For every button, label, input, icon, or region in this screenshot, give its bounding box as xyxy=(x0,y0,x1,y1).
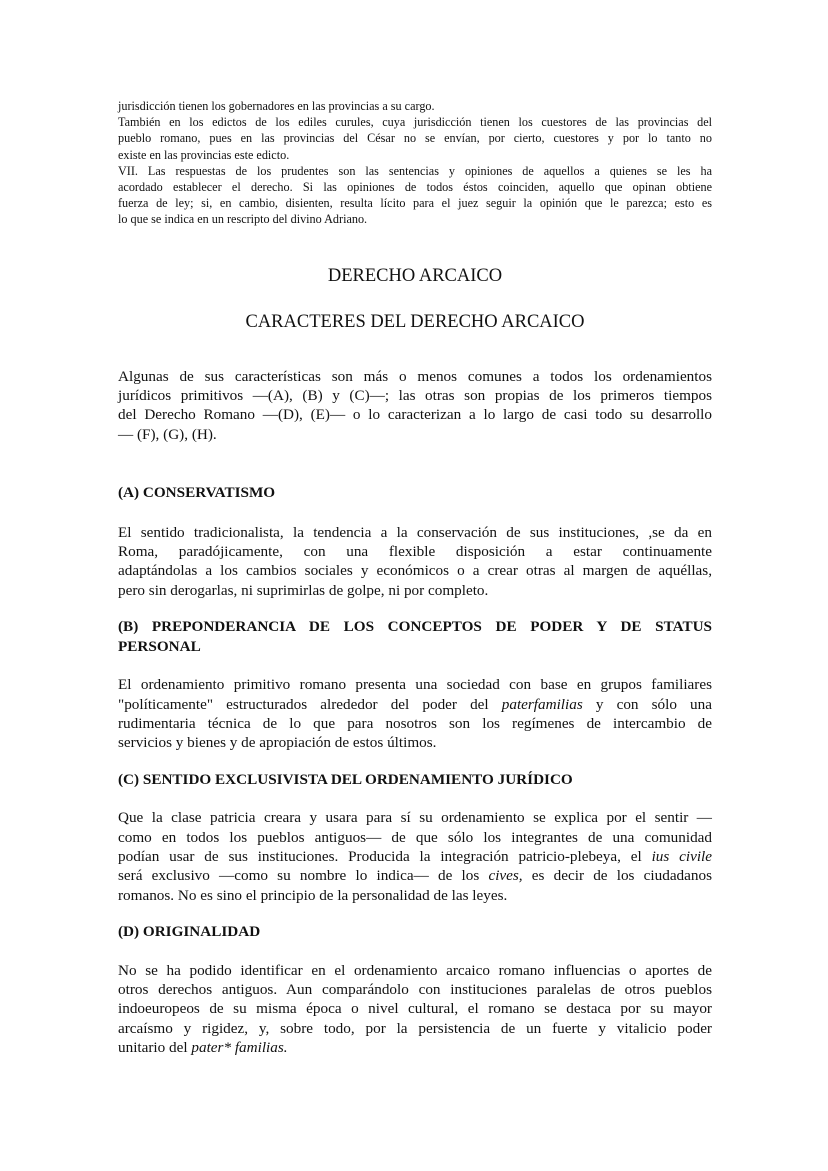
section-heading-a: (A) CONSERVATISMO xyxy=(118,484,276,502)
text-line xyxy=(118,847,712,866)
document-page xyxy=(118,98,712,1058)
text-line: pero sin derogarlas, ni suprimirlas de golpe, ni por completo. xyxy=(118,581,489,599)
text-line: VII. Las respuestas de los prudentes son las sentencias y opiniones de aquellos a quienes se les ha xyxy=(118,163,712,178)
text-line: del Derecho Romano —(D), (E)— o lo caracterizan a lo largo de casi todo su desarrollo xyxy=(118,406,712,424)
text-line: Que la clase patricia creara y usara para sí su ordenamiento se explica por el sentir — xyxy=(118,809,712,827)
section-c-paragraph xyxy=(118,808,712,905)
italic-term: pater* familias. xyxy=(191,1039,288,1057)
main-title: DERECHO ARCAICO xyxy=(327,265,503,286)
text-line: jurídicos primitivos —(A), (B) y (C)—; las otras son propias de los primeros tiempos xyxy=(118,387,712,405)
text-line: como en todos los pueblos antiguos— de que sólo los integrantes de una comunidad xyxy=(118,828,712,846)
italic-term: paterfamilias xyxy=(501,695,583,713)
section-heading-d: (D) ORIGINALIDAD xyxy=(118,923,261,941)
text-segment: podían usar de sus instituciones. Producida la integración patricio-plebeya, el xyxy=(118,847,652,865)
subtitle: CARACTERES DEL DERECHO ARCAICO xyxy=(245,311,585,332)
heading-line: (B) PREPONDERANCIA DE LOS CONCEPTOS DE PODER Y DE STATUS xyxy=(118,618,712,636)
text-line: pueblo romano, pues en las provincias del César no se envían, por cierto, cuestores y por lo tanto no xyxy=(118,131,712,146)
section-d-paragraph xyxy=(118,961,712,1058)
text-line xyxy=(118,1038,712,1057)
text-segment: unitario del xyxy=(118,1039,192,1057)
text-line: arcaísmo y rigidez, y, sobre todo, por la persistencia de un fuerte y vitalicio poder xyxy=(118,1019,712,1037)
text-line: No se ha podido identificar en el ordenamiento arcaico romano influencias o aportes de xyxy=(118,961,712,979)
text-line xyxy=(118,695,712,714)
text-line: También en los edictos de los ediles curules, cuya jurisdicción tienen los cuestores de las provincias del xyxy=(118,115,712,130)
text-line: Roma, paradójicamente, con una flexible disposición a estar continuamente xyxy=(118,543,712,561)
section-a-paragraph xyxy=(118,523,712,601)
text-line: El sentido tradicionalista, la tendencia a la conservación de sus instituciones, ,se da en xyxy=(118,523,712,541)
text-line: acordado establecer el derecho. Si las opiniones de todos éstos coinciden, aquello que opinan obtiene xyxy=(118,180,712,195)
text-line: servicios y bienes y de apropiación de estos últimos. xyxy=(118,734,437,752)
text-line: — (F), (G), (H). xyxy=(118,425,217,443)
italic-term: ius civile xyxy=(651,847,712,865)
text-line: fuerza de ley; si, en cambio, disienten, resulta lícito para el juez seguir la opinión que le parezca; esto es xyxy=(118,196,712,211)
section-b-paragraph xyxy=(118,675,712,753)
text-line: existe en las provincias este edicto. xyxy=(118,147,290,162)
text-line: otros derechos antiguos. Aun comparándolo con instituciones paralelas de otros pueblos xyxy=(118,980,712,998)
heading-line: PERSONAL xyxy=(118,637,201,655)
text-line: indoeuropeos de su misma época o nivel cultural, el romano se destaca por su mayor xyxy=(118,1000,712,1018)
text-line xyxy=(118,866,712,885)
text-line: romanos. No es sino el principio de la personalidad de las leyes. xyxy=(118,886,508,904)
italic-term: cives, xyxy=(488,867,523,885)
text-line: jurisdicción tienen los gobernadores en las provincias a su cargo. xyxy=(118,99,435,113)
text-segment: y con sólo una xyxy=(582,695,712,713)
text-line: El ordenamiento primitivo romano presenta una sociedad con base en grupos familiares xyxy=(118,676,712,694)
text-line: adaptándolas a los cambios sociales y económicos o a crear otras al margen de aquéllas, xyxy=(118,562,712,580)
text-segment: "políticamente" estructurados alrededor del poder del xyxy=(118,695,502,713)
text-line: Algunas de sus características son más o menos comunes a todos los ordenamientos xyxy=(118,367,712,385)
section-heading-b xyxy=(118,617,712,656)
text-line: rudimentaria técnica de lo que para nosotros son los regímenes de intercambio de xyxy=(118,714,712,732)
text-segment: será exclusivo —como su nombre lo indica— de los xyxy=(118,867,489,885)
top-excerpt xyxy=(118,98,712,228)
excerpt-line xyxy=(118,98,712,228)
text-segment: es decir de los ciudadanos xyxy=(522,867,712,885)
intro-paragraph xyxy=(118,367,712,445)
section-heading-c: (C) SENTIDO EXCLUSIVISTA DEL ORDENAMIENTO JURÍDICO xyxy=(118,770,573,788)
text-line: lo que se indica en un rescripto del divino Adriano. xyxy=(118,212,368,227)
